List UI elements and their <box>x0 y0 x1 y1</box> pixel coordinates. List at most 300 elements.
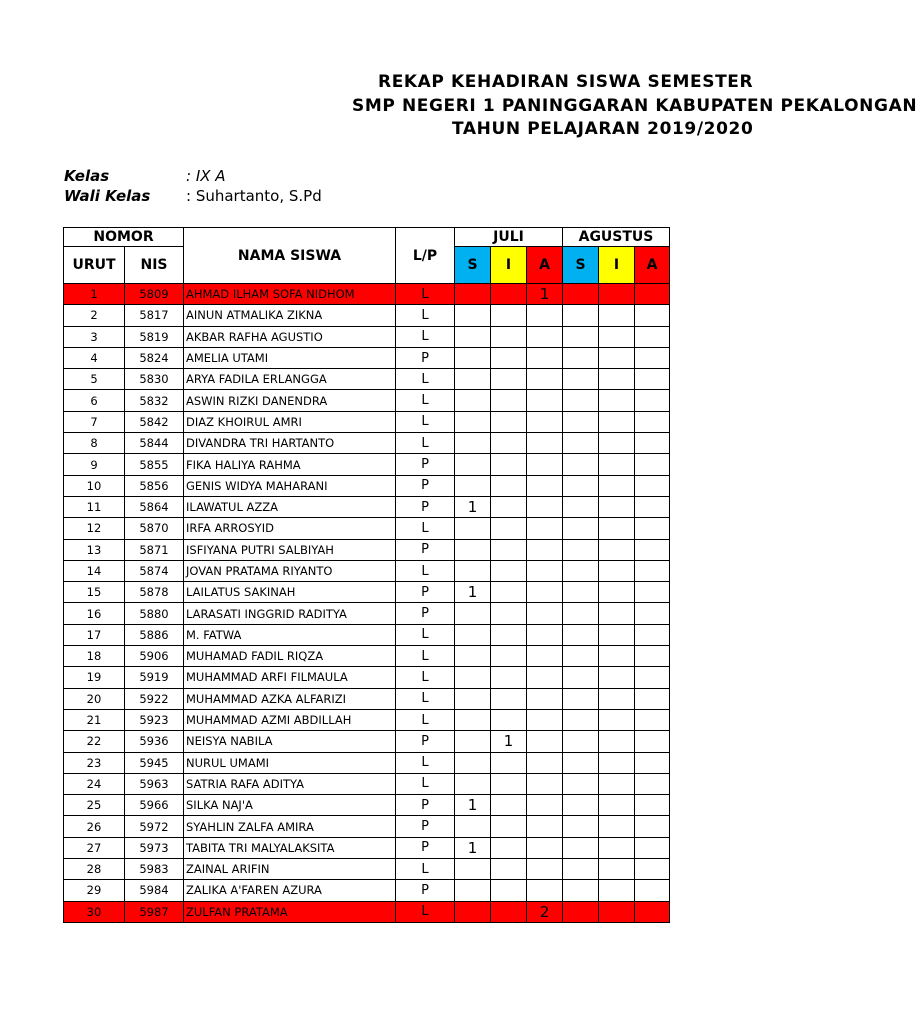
cell-nama: NURUL UMAMI <box>184 752 396 773</box>
cell-agustus-alpa <box>635 646 670 667</box>
cell-urut: 25 <box>64 795 125 816</box>
cell-juli-sakit <box>455 539 491 560</box>
cell-juli-izin <box>491 646 527 667</box>
cell-juli-sakit <box>455 731 491 752</box>
cell-nis: 5936 <box>125 731 184 752</box>
table-row <box>64 326 670 347</box>
cell-juli-alpa: 2 <box>527 901 563 922</box>
cell-urut: 20 <box>64 688 125 709</box>
cell-nama: ZAINAL ARIFIN <box>184 859 396 880</box>
cell-nama: IRFA ARROSYID <box>184 518 396 539</box>
cell-lp: L <box>396 518 455 539</box>
cell-juli-izin <box>491 582 527 603</box>
cell-agustus-izin <box>599 582 635 603</box>
cell-nama: AMELIA UTAMI <box>184 347 396 368</box>
table-row <box>64 773 670 794</box>
cell-nama: AHMAD ILHAM SOFA NIDHOM <box>184 284 396 305</box>
cell-juli-sakit <box>455 688 491 709</box>
cell-urut: 16 <box>64 603 125 624</box>
cell-agustus-alpa <box>635 837 670 858</box>
cell-juli-alpa <box>527 369 563 390</box>
table-row <box>64 837 670 858</box>
table-row <box>64 646 670 667</box>
cell-agustus-sakit <box>563 795 599 816</box>
cell-agustus-izin <box>599 326 635 347</box>
cell-agustus-sakit <box>563 582 599 603</box>
cell-agustus-izin <box>599 411 635 432</box>
cell-juli-alpa <box>527 305 563 326</box>
cell-nama: M. FATWA <box>184 624 396 645</box>
cell-urut: 15 <box>64 582 125 603</box>
cell-juli-sakit <box>455 603 491 624</box>
cell-nis: 5945 <box>125 752 184 773</box>
cell-lp: L <box>396 709 455 730</box>
cell-juli-alpa <box>527 454 563 475</box>
cell-agustus-izin <box>599 752 635 773</box>
cell-juli-sakit <box>455 560 491 581</box>
cell-agustus-izin <box>599 305 635 326</box>
cell-juli-izin <box>491 837 527 858</box>
cell-juli-sakit <box>455 347 491 368</box>
cell-nis: 5871 <box>125 539 184 560</box>
cell-agustus-sakit <box>563 433 599 454</box>
cell-juli-alpa <box>527 859 563 880</box>
cell-agustus-alpa <box>635 560 670 581</box>
cell-juli-izin <box>491 624 527 645</box>
cell-urut: 10 <box>64 475 125 496</box>
cell-agustus-sakit <box>563 369 599 390</box>
cell-nis: 5819 <box>125 326 184 347</box>
cell-agustus-izin <box>599 837 635 858</box>
table-row <box>64 305 670 326</box>
cell-urut: 3 <box>64 326 125 347</box>
cell-juli-alpa <box>527 816 563 837</box>
cell-agustus-izin <box>599 475 635 496</box>
cell-agustus-alpa <box>635 603 670 624</box>
cell-nama: NEISYA NABILA <box>184 731 396 752</box>
cell-urut: 29 <box>64 880 125 901</box>
class-info <box>64 167 226 185</box>
cell-juli-sakit <box>455 518 491 539</box>
cell-juli-izin <box>491 433 527 454</box>
header-nomor: NOMOR <box>64 228 184 247</box>
cell-juli-sakit <box>455 284 491 305</box>
cell-agustus-sakit <box>563 518 599 539</box>
cell-urut: 22 <box>64 731 125 752</box>
cell-urut: 4 <box>64 347 125 368</box>
cell-urut: 1 <box>64 284 125 305</box>
cell-nis: 5972 <box>125 816 184 837</box>
cell-juli-izin <box>491 901 527 922</box>
cell-urut: 2 <box>64 305 125 326</box>
attendance-table <box>63 227 670 923</box>
table-row <box>64 880 670 901</box>
cell-juli-izin <box>491 539 527 560</box>
cell-agustus-sakit <box>563 752 599 773</box>
cell-juli-sakit <box>455 369 491 390</box>
cell-nis: 5880 <box>125 603 184 624</box>
cell-lp: L <box>396 305 455 326</box>
cell-juli-izin <box>491 795 527 816</box>
table-row <box>64 603 670 624</box>
cell-nis: 5824 <box>125 347 184 368</box>
cell-lp: L <box>396 752 455 773</box>
cell-agustus-alpa <box>635 326 670 347</box>
cell-juli-izin <box>491 496 527 517</box>
cell-juli-alpa <box>527 475 563 496</box>
cell-agustus-izin <box>599 880 635 901</box>
cell-agustus-alpa <box>635 518 670 539</box>
cell-urut: 9 <box>64 454 125 475</box>
cell-juli-alpa <box>527 518 563 539</box>
cell-lp: P <box>396 880 455 901</box>
cell-lp: P <box>396 347 455 368</box>
cell-juli-sakit <box>455 433 491 454</box>
cell-agustus-alpa <box>635 880 670 901</box>
cell-agustus-sakit <box>563 411 599 432</box>
table-row <box>64 496 670 517</box>
cell-nama: DIAZ KHOIRUL AMRI <box>184 411 396 432</box>
cell-juli-sakit <box>455 624 491 645</box>
cell-nama: LAILATUS SAKINAH <box>184 582 396 603</box>
cell-juli-izin <box>491 560 527 581</box>
table-row <box>64 454 670 475</box>
cell-nama: ILAWATUL AZZA <box>184 496 396 517</box>
cell-juli-sakit <box>455 752 491 773</box>
cell-nis: 5856 <box>125 475 184 496</box>
cell-juli-alpa <box>527 709 563 730</box>
cell-nis: 5923 <box>125 709 184 730</box>
cell-juli-alpa <box>527 390 563 411</box>
cell-agustus-sakit <box>563 709 599 730</box>
cell-agustus-sakit <box>563 603 599 624</box>
cell-agustus-alpa <box>635 624 670 645</box>
cell-agustus-izin <box>599 369 635 390</box>
cell-juli-sakit: 1 <box>455 795 491 816</box>
cell-juli-alpa <box>527 603 563 624</box>
cell-urut: 7 <box>64 411 125 432</box>
cell-nama: AINUN ATMALIKA ZIKNA <box>184 305 396 326</box>
cell-nama: MUHAMAD FADIL RIQZA <box>184 646 396 667</box>
table-row <box>64 475 670 496</box>
cell-agustus-izin <box>599 731 635 752</box>
cell-urut: 12 <box>64 518 125 539</box>
header-nama-siswa: NAMA SISWA <box>184 228 396 284</box>
header-agustus-alpa: A <box>635 247 670 284</box>
cell-juli-alpa <box>527 433 563 454</box>
cell-juli-sakit: 1 <box>455 496 491 517</box>
cell-juli-izin <box>491 667 527 688</box>
cell-juli-sakit <box>455 475 491 496</box>
cell-nama: ARYA FADILA ERLANGGA <box>184 369 396 390</box>
cell-juli-sakit <box>455 646 491 667</box>
cell-urut: 30 <box>64 901 125 922</box>
cell-nis: 5987 <box>125 901 184 922</box>
header-juli-izin: I <box>491 247 527 284</box>
cell-nis: 5874 <box>125 560 184 581</box>
cell-nis: 5983 <box>125 859 184 880</box>
cell-juli-alpa <box>527 880 563 901</box>
cell-lp: L <box>396 390 455 411</box>
cell-nis: 5817 <box>125 305 184 326</box>
table-row <box>64 752 670 773</box>
cell-nama: MUHAMMAD AZMI ABDILLAH <box>184 709 396 730</box>
report-title-area <box>0 0 917 150</box>
cell-nama: GENIS WIDYA MAHARANI <box>184 475 396 496</box>
cell-juli-alpa <box>527 688 563 709</box>
table-row <box>64 560 670 581</box>
cell-agustus-sakit <box>563 560 599 581</box>
cell-agustus-izin <box>599 560 635 581</box>
cell-juli-izin <box>491 475 527 496</box>
cell-agustus-alpa <box>635 539 670 560</box>
table-row <box>64 688 670 709</box>
cell-urut: 14 <box>64 560 125 581</box>
cell-juli-alpa <box>527 752 563 773</box>
cell-nis: 5855 <box>125 454 184 475</box>
cell-agustus-sakit <box>563 859 599 880</box>
cell-agustus-sakit <box>563 624 599 645</box>
cell-agustus-izin <box>599 901 635 922</box>
cell-juli-sakit <box>455 901 491 922</box>
cell-agustus-sakit <box>563 326 599 347</box>
cell-agustus-izin <box>599 816 635 837</box>
cell-lp: P <box>396 731 455 752</box>
cell-nis: 5906 <box>125 646 184 667</box>
cell-agustus-izin <box>599 795 635 816</box>
cell-juli-alpa <box>527 795 563 816</box>
cell-juli-alpa <box>527 731 563 752</box>
table-row <box>64 433 670 454</box>
class-label: Kelas <box>64 167 110 185</box>
cell-nis: 5809 <box>125 284 184 305</box>
cell-agustus-alpa <box>635 433 670 454</box>
cell-nama: MUHAMMAD AZKA ALFARIZI <box>184 688 396 709</box>
cell-lp: L <box>396 411 455 432</box>
cell-urut: 18 <box>64 646 125 667</box>
cell-lp: L <box>396 326 455 347</box>
cell-agustus-sakit <box>563 880 599 901</box>
cell-nama: DIVANDRA TRI HARTANTO <box>184 433 396 454</box>
table-row <box>64 347 670 368</box>
cell-agustus-alpa <box>635 347 670 368</box>
cell-juli-izin <box>491 305 527 326</box>
cell-juli-alpa <box>527 560 563 581</box>
cell-nis: 5864 <box>125 496 184 517</box>
cell-juli-izin <box>491 390 527 411</box>
header-urut: URUT <box>64 247 125 284</box>
header-nis: NIS <box>125 247 184 284</box>
cell-nama: SYAHLIN ZALFA AMIRA <box>184 816 396 837</box>
cell-agustus-izin <box>599 433 635 454</box>
table-row <box>64 411 670 432</box>
cell-nama: MUHAMMAD ARFI FILMAULA <box>184 667 396 688</box>
cell-agustus-izin <box>599 667 635 688</box>
cell-juli-alpa <box>527 773 563 794</box>
cell-agustus-izin <box>599 284 635 305</box>
homeroom-label: Wali Kelas <box>64 187 151 205</box>
cell-juli-izin <box>491 816 527 837</box>
cell-agustus-sakit <box>563 773 599 794</box>
cell-nama: SILKA NAJ'A <box>184 795 396 816</box>
cell-agustus-sakit <box>563 688 599 709</box>
cell-agustus-alpa <box>635 390 670 411</box>
cell-juli-izin <box>491 709 527 730</box>
cell-juli-alpa: 1 <box>527 284 563 305</box>
cell-nis: 5966 <box>125 795 184 816</box>
cell-juli-izin <box>491 880 527 901</box>
cell-nis: 5984 <box>125 880 184 901</box>
cell-juli-izin <box>491 603 527 624</box>
cell-juli-sakit <box>455 454 491 475</box>
cell-lp: L <box>396 369 455 390</box>
cell-agustus-alpa <box>635 773 670 794</box>
homeroom-info <box>64 187 322 205</box>
cell-juli-sakit <box>455 390 491 411</box>
cell-juli-sakit <box>455 305 491 326</box>
table-row <box>64 709 670 730</box>
cell-agustus-alpa <box>635 901 670 922</box>
cell-agustus-izin <box>599 603 635 624</box>
cell-juli-izin <box>491 773 527 794</box>
cell-juli-izin: 1 <box>491 731 527 752</box>
cell-nis: 5870 <box>125 518 184 539</box>
cell-nis: 5844 <box>125 433 184 454</box>
table-row <box>64 390 670 411</box>
cell-nis: 5878 <box>125 582 184 603</box>
cell-juli-izin <box>491 284 527 305</box>
cell-juli-sakit <box>455 667 491 688</box>
cell-agustus-alpa <box>635 411 670 432</box>
cell-juli-izin <box>491 752 527 773</box>
cell-lp: P <box>396 496 455 517</box>
cell-juli-izin <box>491 688 527 709</box>
cell-nama: AKBAR RAFHA AGUSTIO <box>184 326 396 347</box>
table-row <box>64 901 670 922</box>
cell-juli-sakit <box>455 709 491 730</box>
cell-nama: TABITA TRI MALYALAKSITA <box>184 837 396 858</box>
header-juli-sakit: S <box>455 247 491 284</box>
cell-lp: P <box>396 454 455 475</box>
cell-lp: L <box>396 773 455 794</box>
cell-agustus-sakit <box>563 347 599 368</box>
cell-urut: 26 <box>64 816 125 837</box>
cell-agustus-sakit <box>563 305 599 326</box>
cell-agustus-sakit <box>563 454 599 475</box>
cell-agustus-izin <box>599 624 635 645</box>
cell-agustus-alpa <box>635 859 670 880</box>
cell-nama: ZALIKA A'FAREN AZURA <box>184 880 396 901</box>
cell-juli-alpa <box>527 326 563 347</box>
cell-nis: 5963 <box>125 773 184 794</box>
cell-agustus-alpa <box>635 731 670 752</box>
cell-juli-alpa <box>527 837 563 858</box>
cell-agustus-alpa <box>635 496 670 517</box>
cell-juli-sakit <box>455 411 491 432</box>
cell-urut: 23 <box>64 752 125 773</box>
cell-juli-sakit <box>455 816 491 837</box>
cell-agustus-sakit <box>563 667 599 688</box>
cell-nama: ISFIYANA PUTRI SALBIYAH <box>184 539 396 560</box>
cell-agustus-izin <box>599 496 635 517</box>
cell-agustus-sakit <box>563 731 599 752</box>
class-value: : IX A <box>186 167 226 185</box>
cell-lp: L <box>396 901 455 922</box>
header-lp: L/P <box>396 228 455 284</box>
cell-agustus-izin <box>599 347 635 368</box>
cell-nis: 5832 <box>125 390 184 411</box>
cell-agustus-alpa <box>635 475 670 496</box>
cell-nis: 5886 <box>125 624 184 645</box>
cell-juli-sakit <box>455 773 491 794</box>
cell-urut: 19 <box>64 667 125 688</box>
cell-urut: 21 <box>64 709 125 730</box>
cell-urut: 8 <box>64 433 125 454</box>
cell-juli-alpa <box>527 347 563 368</box>
cell-juli-alpa <box>527 646 563 667</box>
cell-agustus-sakit <box>563 837 599 858</box>
cell-urut: 11 <box>64 496 125 517</box>
cell-agustus-izin <box>599 518 635 539</box>
cell-juli-alpa <box>527 496 563 517</box>
cell-urut: 6 <box>64 390 125 411</box>
cell-agustus-alpa <box>635 752 670 773</box>
table-row <box>64 859 670 880</box>
cell-agustus-alpa <box>635 667 670 688</box>
cell-lp: L <box>396 646 455 667</box>
cell-juli-alpa <box>527 411 563 432</box>
cell-agustus-alpa <box>635 795 670 816</box>
cell-juli-izin <box>491 411 527 432</box>
cell-agustus-izin <box>599 688 635 709</box>
cell-lp: L <box>396 560 455 581</box>
cell-nis: 5922 <box>125 688 184 709</box>
header-month-juli: JULI <box>455 228 563 247</box>
cell-lp: P <box>396 795 455 816</box>
homeroom-value: : Suhartanto, S.Pd <box>186 187 322 205</box>
cell-agustus-izin <box>599 454 635 475</box>
cell-agustus-sakit <box>563 284 599 305</box>
table-row <box>64 624 670 645</box>
cell-juli-alpa <box>527 539 563 560</box>
cell-juli-alpa <box>527 667 563 688</box>
cell-agustus-izin <box>599 390 635 411</box>
header-agustus-sakit: S <box>563 247 599 284</box>
cell-juli-izin <box>491 454 527 475</box>
cell-lp: P <box>396 475 455 496</box>
cell-agustus-sakit <box>563 646 599 667</box>
cell-agustus-izin <box>599 859 635 880</box>
table-row <box>64 369 670 390</box>
table-row <box>64 795 670 816</box>
cell-nama: ASWIN RIZKI DANENDRA <box>184 390 396 411</box>
cell-juli-izin <box>491 369 527 390</box>
cell-agustus-alpa <box>635 582 670 603</box>
cell-agustus-izin <box>599 773 635 794</box>
cell-urut: 13 <box>64 539 125 560</box>
cell-juli-izin <box>491 347 527 368</box>
cell-juli-alpa <box>527 582 563 603</box>
cell-juli-sakit: 1 <box>455 837 491 858</box>
cell-lp: P <box>396 603 455 624</box>
cell-agustus-alpa <box>635 454 670 475</box>
cell-nama: JOVAN PRATAMA RIYANTO <box>184 560 396 581</box>
cell-lp: P <box>396 582 455 603</box>
cell-juli-izin <box>491 326 527 347</box>
cell-lp: L <box>396 624 455 645</box>
table-row <box>64 731 670 752</box>
cell-nis: 5842 <box>125 411 184 432</box>
